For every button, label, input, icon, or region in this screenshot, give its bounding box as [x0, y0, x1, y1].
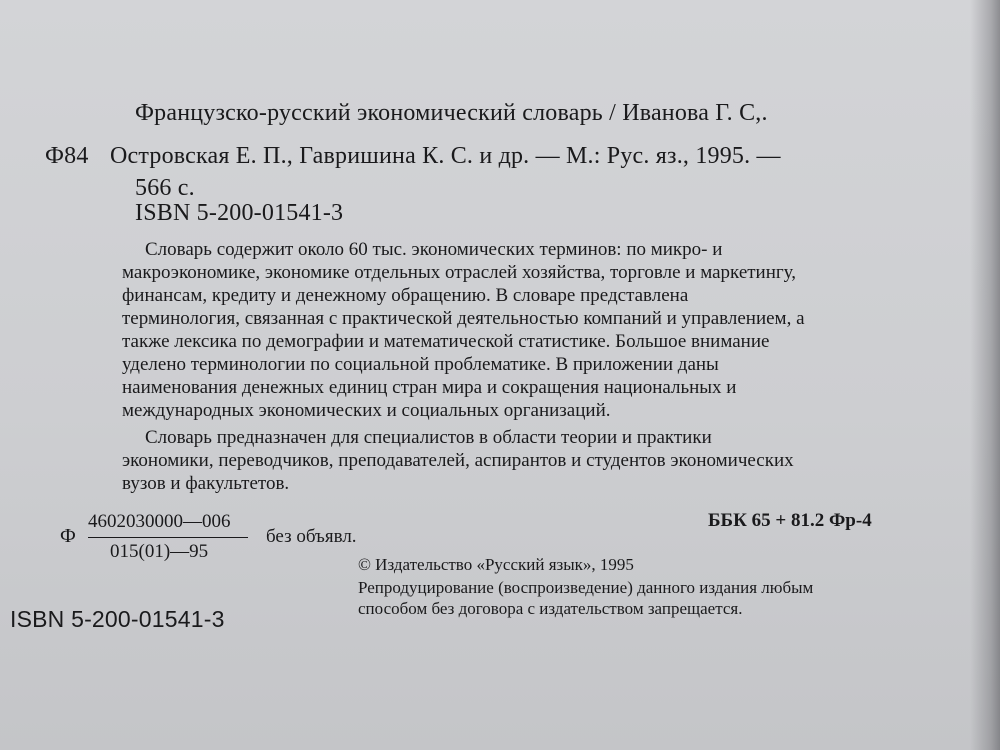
authors-line: Островская Е. П., Гавришина К. С. и др. — М.: Рус. яз., 1995. — [110, 143, 781, 169]
fraction-bar [88, 537, 248, 538]
pages-line: 566 с. [135, 175, 195, 201]
annotation-line: финансам, кредиту и денежному обращению. В словаре представлена [122, 285, 689, 306]
title-line: Французско-русский экономический словарь / Иванова Г. С,. [135, 100, 768, 126]
annotation-line: Словарь содержит около 60 тыс. экономических терминов: по микро- и [145, 239, 723, 260]
fraction-letter: Ф [60, 525, 76, 547]
annotation-line: наименования денежных единиц стран мира и сокращения национальных и [122, 377, 737, 398]
annotation-line: уделено терминологии по социальной проблематике. В приложении даны [122, 354, 719, 375]
page-edge-shadow [970, 0, 1000, 750]
classmark: Ф84 [45, 143, 89, 169]
annotation-line: международных экономических и социальных организаций. [122, 400, 611, 421]
isbn-bottom: ISBN 5-200-01541-3 [10, 606, 225, 632]
purpose-line: экономики, переводчиков, преподавателей, аспирантов и студентов экономических [122, 450, 794, 471]
purpose-line: Словарь предназначен для специалистов в области теории и практики [145, 427, 712, 448]
copyright-line: © Издательство «Русский язык», 1995 [358, 555, 634, 574]
annotation-line: макроэкономике, экономике отдельных отраслей хозяйства, торговле и маркетингу, [122, 262, 797, 283]
isbn-line: ISBN 5-200-01541-3 [135, 200, 344, 226]
purpose-line: вузов и факультетов. [122, 473, 290, 494]
annotation-line: терминология, связанная с практической деятельностью компаний и управлением, а [122, 308, 805, 329]
bbk-code: ББК 65 + 81.2 Фр-4 [708, 510, 872, 531]
fraction-denominator: 015(01)—95 [110, 541, 209, 562]
annotation-line: также лексика по демографии и математической статистике. Большое внимание [122, 331, 770, 352]
reproduction-line: Репродуцирование (воспроизведение) данного издания любым [358, 578, 814, 597]
fraction-numerator: 4602030000—006 [88, 511, 231, 532]
no-ads-note: без объявл. [266, 526, 357, 547]
reproduction-line: способом без договора с издательством запрещается. [358, 599, 743, 618]
